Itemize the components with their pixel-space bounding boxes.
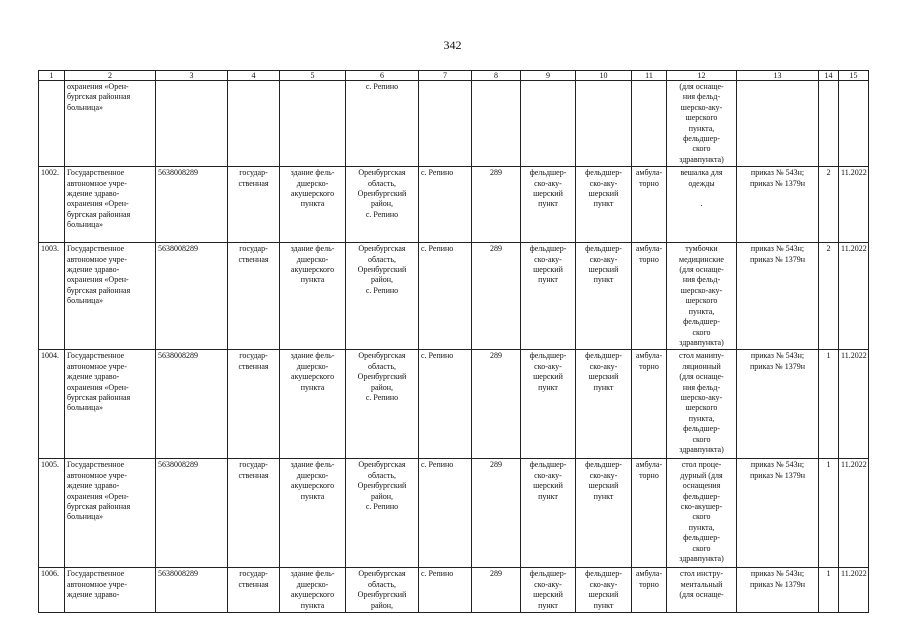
column-number: 2 <box>65 71 156 81</box>
organization-cell: Государственное автономное учре- ждение здраво- охранения «Орен- бургская районная больница» <box>65 459 156 568</box>
quantity-cell: 1 <box>819 350 839 459</box>
organization-cell: Государственное автономное учре- ждение здраво- <box>65 568 156 613</box>
address-cell: Оренбургская область, Оренбургский район, с. Репино <box>346 350 419 459</box>
row-number-cell: 1004. <box>39 350 65 459</box>
code-cell <box>472 81 521 167</box>
table-row <box>39 568 869 613</box>
column-number: 1 <box>39 71 65 81</box>
equipment-cell: стол проце- дурный (для оснащения фельдшер- ско-акушер- ского пункта, фельдшер- ского здравпункта) <box>667 459 737 568</box>
registry-table <box>38 70 869 613</box>
building-cell: здание фель- дшерско- акушерского пункта <box>280 568 346 613</box>
address-cell: Оренбургская область, Оренбургский район, с. Репино <box>346 167 419 243</box>
care-type-cell: амбула- торно <box>632 459 667 568</box>
organization-cell: охранения «Орен- бургская районная больница» <box>65 81 156 167</box>
order-cell: приказ № 543н; приказ № 1379н <box>737 243 819 350</box>
column-number: 4 <box>228 71 280 81</box>
table-row <box>39 243 869 350</box>
inn-cell: 5638008289 <box>156 459 228 568</box>
column-number: 9 <box>521 71 576 81</box>
address-cell: Оренбургская область, Оренбургский район, с. Репино <box>346 243 419 350</box>
ownership-cell: государ- ственная <box>228 459 280 568</box>
order-cell: приказ № 543н; приказ № 1379н <box>737 167 819 243</box>
subdivision-cell: фельдшер- ско-аку- шерский пункт <box>521 459 576 568</box>
column-number: 7 <box>419 71 472 81</box>
unit-cell <box>576 81 632 167</box>
inn-cell: 5638008289 <box>156 350 228 459</box>
quantity-cell: 2 <box>819 243 839 350</box>
ownership-cell: государ- ственная <box>228 167 280 243</box>
column-number: 10 <box>576 71 632 81</box>
ownership-cell <box>228 81 280 167</box>
care-type-cell: амбула- торно <box>632 568 667 613</box>
column-number: 8 <box>472 71 521 81</box>
code-cell: 289 <box>472 167 521 243</box>
unit-cell: фельдшер- ско-аку- шерский пункт <box>576 243 632 350</box>
locality-cell: с. Репино <box>419 167 472 243</box>
address-cell: Оренбургская область, Оренбургский район, с. Репино <box>346 459 419 568</box>
code-cell: 289 <box>472 350 521 459</box>
organization-cell: Государственное автономное учре- ждение здраво- охранения «Орен- бургская районная больница» <box>65 167 156 243</box>
order-cell: приказ № 543н; приказ № 1379н <box>737 459 819 568</box>
organization-cell: Государственное автономное учре- ждение здраво- охранения «Орен- бургская районная больница» <box>65 243 156 350</box>
unit-cell: фельдшер- ско-аку- шерский пункт <box>576 568 632 613</box>
date-cell: 11.2022 <box>839 568 869 613</box>
column-number: 11 <box>632 71 667 81</box>
subdivision-cell: фельдшер- ско-аку- шерский пункт <box>521 350 576 459</box>
date-cell <box>839 81 869 167</box>
date-cell: 11.2022 <box>839 243 869 350</box>
locality-cell: с. Репино <box>419 459 472 568</box>
building-cell: здание фель- дшерско- акушерского пункта <box>280 459 346 568</box>
date-cell: 11.2022 <box>839 167 869 243</box>
equipment-cell: (для оснаще- ния фельд- шерско-аку- шерского пункта, фельдшер- ского здравпункта) <box>667 81 737 167</box>
column-number: 14 <box>819 71 839 81</box>
table-row <box>39 350 869 459</box>
equipment-cell: вешалка для одежды . <box>667 167 737 243</box>
code-cell: 289 <box>472 459 521 568</box>
column-number: 13 <box>737 71 819 81</box>
column-number: 3 <box>156 71 228 81</box>
equipment-cell: стол инстру- ментальный (для оснаще- <box>667 568 737 613</box>
code-cell: 289 <box>472 568 521 613</box>
subdivision-cell <box>521 81 576 167</box>
quantity-cell <box>819 81 839 167</box>
column-number-row <box>39 71 869 81</box>
care-type-cell: амбула- торно <box>632 350 667 459</box>
care-type-cell <box>632 81 667 167</box>
equipment-cell: стол манипу- ляционный (для оснаще- ния фельд- шерско-аку- шерского пункта, фельдшер- ского здравпункта) <box>667 350 737 459</box>
quantity-cell: 2 <box>819 167 839 243</box>
column-number: 6 <box>346 71 419 81</box>
building-cell <box>280 81 346 167</box>
subdivision-cell: фельдшер- ско-аку- шерский пункт <box>521 568 576 613</box>
quantity-cell: 1 <box>819 459 839 568</box>
row-number-cell: 1005. <box>39 459 65 568</box>
subdivision-cell: фельдшер- ско-аку- шерский пункт <box>521 167 576 243</box>
page-number: 342 <box>443 38 462 52</box>
ownership-cell: государ- ственная <box>228 350 280 459</box>
date-cell: 11.2022 <box>839 350 869 459</box>
care-type-cell: амбула- торно <box>632 167 667 243</box>
order-cell: приказ № 543н; приказ № 1379н <box>737 350 819 459</box>
column-number: 15 <box>839 71 869 81</box>
inn-cell <box>156 81 228 167</box>
unit-cell: фельдшер- ско-аку- шерский пункт <box>576 459 632 568</box>
building-cell: здание фель- дшерско- акушерского пункта <box>280 167 346 243</box>
order-cell: приказ № 543н; приказ № 1379н <box>737 568 819 613</box>
care-type-cell: амбула- торно <box>632 243 667 350</box>
inn-cell: 5638008289 <box>156 167 228 243</box>
address-cell: с. Репино <box>346 81 419 167</box>
locality-cell: с. Репино <box>419 350 472 459</box>
locality-cell: с. Репино <box>419 243 472 350</box>
building-cell: здание фель- дшерско- акушерского пункта <box>280 350 346 459</box>
building-cell: здание фель- дшерско- акушерского пункта <box>280 243 346 350</box>
inn-cell: 5638008289 <box>156 568 228 613</box>
address-cell: Оренбургская область, Оренбургский район, <box>346 568 419 613</box>
row-number-cell: 1003. <box>39 243 65 350</box>
order-cell <box>737 81 819 167</box>
row-number-cell: 1002. <box>39 167 65 243</box>
table-row <box>39 459 869 568</box>
locality-cell <box>419 81 472 167</box>
code-cell: 289 <box>472 243 521 350</box>
unit-cell: фельдшер- ско-аку- шерский пункт <box>576 167 632 243</box>
table-row <box>39 167 869 243</box>
inn-cell: 5638008289 <box>156 243 228 350</box>
column-number: 12 <box>667 71 737 81</box>
row-number-cell <box>39 81 65 167</box>
subdivision-cell: фельдшер- ско-аку- шерский пункт <box>521 243 576 350</box>
ownership-cell: государ- ственная <box>228 243 280 350</box>
locality-cell: с. Репино <box>419 568 472 613</box>
row-number-cell: 1006. <box>39 568 65 613</box>
quantity-cell: 1 <box>819 568 839 613</box>
equipment-cell: тумбочки медицинские (для оснаще- ния фельд- шерско-аку- шерского пункта, фельдшер- ского здравпункта) <box>667 243 737 350</box>
ownership-cell: государ- ственная <box>228 568 280 613</box>
column-number: 5 <box>280 71 346 81</box>
table-row <box>39 81 869 167</box>
date-cell: 11.2022 <box>839 459 869 568</box>
organization-cell: Государственное автономное учре- ждение здраво- охранения «Орен- бургская районная больница» <box>65 350 156 459</box>
unit-cell: фельдшер- ско-аку- шерский пункт <box>576 350 632 459</box>
